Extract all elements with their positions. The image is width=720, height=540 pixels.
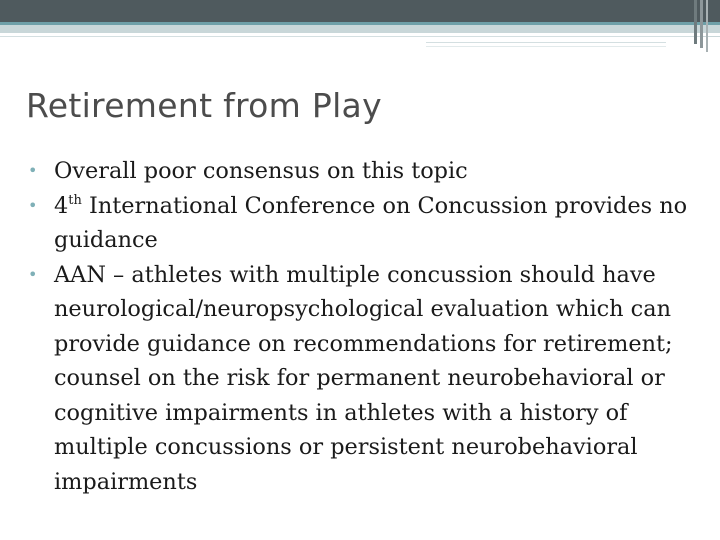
header-rule bbox=[0, 36, 720, 37]
bullet-icon: • bbox=[28, 195, 38, 215]
corner-bar bbox=[700, 0, 703, 48]
slide-body bbox=[28, 154, 708, 499]
bullet-text: International Conference on Concussion provides no guidance bbox=[54, 192, 688, 253]
bullet-number: 4 bbox=[54, 192, 69, 219]
bullet-item bbox=[28, 258, 708, 500]
bullet-ordinal-suffix: th bbox=[68, 192, 82, 208]
header-rule-short bbox=[426, 42, 666, 43]
bullet-icon: • bbox=[28, 161, 38, 180]
corner-bar bbox=[694, 0, 697, 44]
header-rule-short-2 bbox=[426, 46, 666, 47]
header-band bbox=[0, 0, 720, 22]
bullet-text: Overall poor consensus on this topic bbox=[54, 158, 468, 184]
bullet-item bbox=[28, 189, 708, 258]
bullet-text: AAN – athletes with multiple concussion should have neurological/neuropsychological evaluation which can provide guidance on recommendations for retirement; counsel on the risk for permanent neurobehavioral or cognitive impairments in athletes with a history of multiple concussions or persistent neurobehavioral impairments bbox=[54, 261, 673, 495]
header-light-band bbox=[0, 25, 720, 33]
bullet-item bbox=[28, 154, 708, 189]
slide-title: Retirement from Play bbox=[26, 86, 382, 125]
bullet-icon: • bbox=[28, 264, 38, 284]
header-rule-corner bbox=[700, 36, 720, 37]
corner-bar bbox=[706, 0, 708, 52]
